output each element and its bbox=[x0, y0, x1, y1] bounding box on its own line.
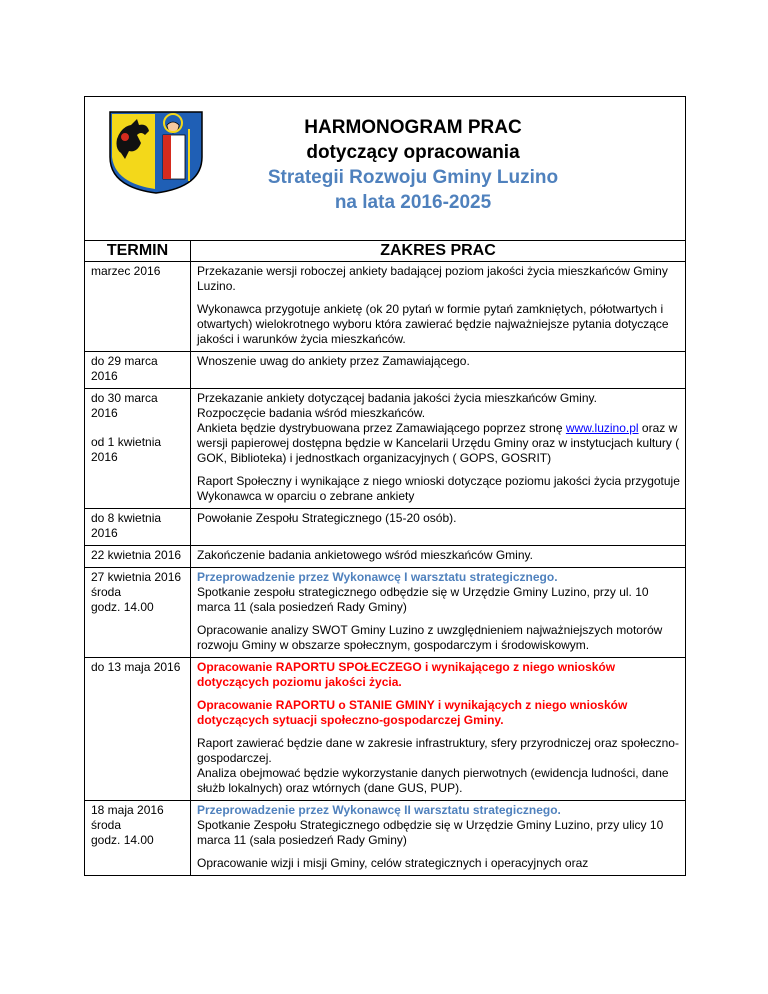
highlight-text: Przeprowadzenie przez Wykonawcę II warsztatu strategicznego. bbox=[197, 803, 561, 817]
column-header-row bbox=[85, 241, 686, 262]
table-row bbox=[85, 352, 686, 389]
row-text: Analiza obejmować będzie wykorzystanie danych pierwotnych (ewidencja ludności, dane służb lokalnych) oraz wtórnych (dane GUS, PUP). bbox=[197, 766, 669, 795]
row-text: Opracowanie wizji i misji Gminy, celów strategicznych i operacyjnych oraz bbox=[197, 856, 589, 870]
row-text: Wnoszenie uwag do ankiety przez Zamawiającego. bbox=[197, 354, 470, 368]
column-header-zakres: ZAKRES PRAC bbox=[191, 241, 686, 262]
row-term: 22 kwietnia 2016 bbox=[91, 548, 182, 562]
row-term-time: godz. 14.00 bbox=[91, 600, 154, 614]
coat-of-arms-logo bbox=[107, 109, 205, 195]
row-text: Wykonawca przygotuje ankietę (ok 20 pytań w formie pytań zamkniętych, półotwartych i otwartych) wielokrotnego wyboru która zawierać będzie najważniejsze pytania dotyczące jakości i warunków życia mieszkańców. bbox=[197, 302, 669, 346]
row-term-time: godz. 14.00 bbox=[91, 833, 154, 847]
title-line-3: Strategii Rozwoju Gminy Luzino bbox=[267, 167, 559, 188]
schedule-table bbox=[84, 96, 686, 876]
row-text: Opracowanie analizy SWOT Gminy Luzino z uwzględnieniem najważniejszych motorów rozwoju Gminy w obszarze społecznym, gospodarczym i środowiskowym. bbox=[197, 623, 663, 652]
table-row bbox=[85, 568, 686, 658]
row-term: do 29 marca 2016 bbox=[91, 354, 158, 383]
row-term: do 30 marca 2016 bbox=[91, 391, 158, 420]
row-text: Raport Społeczny i wynikające z niego wnioski dotyczące poziomu jakości życia przygotuje Wykonawca w oparciu o zebrane ankiety bbox=[197, 474, 680, 503]
column-header-termin: TERMIN bbox=[85, 241, 191, 262]
row-term: do 8 kwietnia 2016 bbox=[91, 511, 162, 540]
row-term: marzec 2016 bbox=[91, 264, 161, 278]
title-line-2: dotyczący opracowania bbox=[306, 142, 520, 163]
document-title bbox=[263, 115, 563, 215]
row-term: 27 kwietnia 2016 bbox=[91, 570, 182, 584]
row-text: Rozpoczęcie badania wśród mieszkańców. bbox=[197, 406, 426, 420]
alert-text: Opracowanie RAPORTU SPOŁECZEGO i wynikającego z niego wniosków dotyczących poziomu jakości życia. bbox=[197, 660, 616, 689]
header-row bbox=[85, 97, 686, 241]
table-row bbox=[85, 509, 686, 546]
table-row bbox=[85, 801, 686, 876]
row-text: oraz w wersji papierowej dostępna będzie w Kancelarii Urzędu Gminy oraz w instytucjach kultury ( GOK, Biblioteka) i jednostkach organizacyjnych ( GOPS, GOSRIT) bbox=[197, 421, 680, 465]
row-text: Spotkanie Zespołu Strategicznego odbędzie się w Urzędzie Gminy Luzino, przy ulicy 10 marca 11 (sala posiedzeń Rady Gminy) bbox=[197, 818, 664, 847]
row-text: Zakończenie badania ankietowego wśród mieszkańców Gminy. bbox=[197, 548, 533, 562]
row-term-secondary: od 1 kwietnia 2016 bbox=[91, 435, 162, 464]
table-row bbox=[85, 658, 686, 801]
title-line-1: HARMONOGRAM PRAC bbox=[304, 117, 522, 138]
table-row bbox=[85, 546, 686, 568]
row-text: Spotkanie zespołu strategicznego odbędzie się w Urzędzie Gminy Luzino, przy ul. 10 marca 11 (sala posiedzeń Rady Gminy) bbox=[197, 585, 649, 614]
row-term-day: środa bbox=[91, 818, 122, 832]
row-term: do 13 maja 2016 bbox=[91, 660, 181, 674]
row-text: Raport zawierać będzie dane w zakresie infrastruktury, sfery przyrodniczej oraz społeczno-gospodarczej. bbox=[197, 736, 679, 765]
row-text: Przekazanie ankiety dotyczącej badania jakości życia mieszkańców Gminy. bbox=[197, 391, 597, 405]
row-text: Przekazanie wersji roboczej ankiety badającej poziom jakości życia mieszkańców Gminy Luzino. bbox=[197, 264, 668, 293]
header-cell bbox=[85, 97, 686, 241]
table-row bbox=[85, 389, 686, 509]
table-row bbox=[85, 262, 686, 352]
row-text: Ankieta będzie dystrybuowana przez Zamawiającego poprzez stronę bbox=[197, 421, 566, 435]
highlight-text: Przeprowadzenie przez Wykonawcę I warsztatu strategicznego. bbox=[197, 570, 558, 584]
website-link[interactable]: www.luzino.pl bbox=[565, 421, 639, 435]
row-term: 18 maja 2016 bbox=[91, 803, 164, 817]
alert-text: Opracowanie RAPORTU o STANIE GMINY i wynikających z niego wniosków dotyczących sytuacji społeczno-gospodarczej Gminy. bbox=[197, 698, 628, 727]
row-text: Powołanie Zespołu Strategicznego (15-20 osób). bbox=[197, 511, 457, 525]
row-term-day: środa bbox=[91, 585, 122, 599]
title-line-4: na lata 2016-2025 bbox=[334, 192, 492, 213]
